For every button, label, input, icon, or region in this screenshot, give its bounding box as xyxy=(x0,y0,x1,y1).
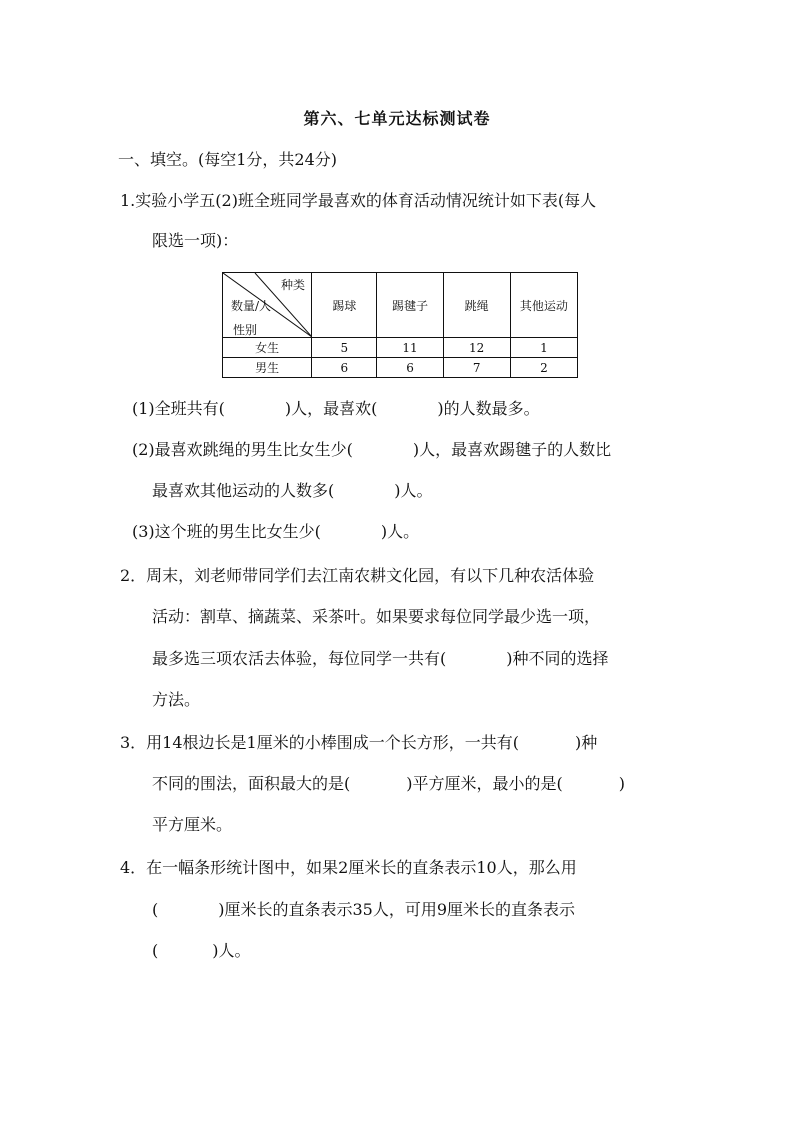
row-label: 男生 xyxy=(223,358,312,378)
table-cell: 11 xyxy=(377,338,443,358)
q4-line2-text-a: ( xyxy=(152,900,159,919)
q1-part2-cont-text-b: )人。 xyxy=(394,481,433,500)
q3-line3: 平方厘米。 xyxy=(152,815,233,834)
q1-part3-text-b: )人。 xyxy=(380,522,420,541)
table-row xyxy=(223,358,578,378)
table-cell: 2 xyxy=(510,358,577,378)
q2-line3 xyxy=(152,649,609,669)
q3-line2 xyxy=(152,774,625,794)
diagonal-header-cell xyxy=(223,273,312,338)
table-row xyxy=(223,338,578,358)
q1-part1 xyxy=(132,399,540,419)
corner-label-quantity: 数量/人 xyxy=(231,299,272,313)
q2-line1: 2．周末，刘老师带同学们去江南农耕文化园，有以下几种农活体验 xyxy=(120,566,595,585)
q1-part2-cont xyxy=(152,481,433,501)
q4-line2 xyxy=(152,900,575,920)
q2-line3-text-b: )种不同的选择 xyxy=(506,649,609,668)
q1-part2 xyxy=(132,440,611,460)
q2-line4: 方法。 xyxy=(152,690,201,709)
q1-part1-text-a: (1)全班共有( xyxy=(132,399,225,418)
section-heading: 一、填空。(每空1分，共24分) xyxy=(118,150,338,169)
q1-part2-cont-text-a: 最喜欢其他运动的人数多( xyxy=(152,481,335,500)
table-cell: 1 xyxy=(510,338,577,358)
q3-line1-text-b: )种 xyxy=(574,733,598,752)
q1-line2: 限选一项)： xyxy=(152,231,239,250)
q4-line3-text-a: ( xyxy=(152,941,159,960)
q4-line2-text-b: )厘米长的直条表示35人，可用9厘米长的直条表示 xyxy=(218,900,576,919)
table-cell: 12 xyxy=(443,338,510,358)
q4-line3-text-b: )人。 xyxy=(212,941,251,960)
q4-line3 xyxy=(152,941,251,961)
page-title: 第六、七单元达标测试卷 xyxy=(303,109,491,128)
q3-line2-text-a: 不同的围法，面积最大的是( xyxy=(152,774,351,793)
row-label: 女生 xyxy=(223,338,312,358)
q1-part1-text-c: )的人数最多。 xyxy=(437,399,540,418)
header-cell: 跳绳 xyxy=(443,273,510,338)
table-cell: 6 xyxy=(377,358,443,378)
table-header-row xyxy=(223,273,578,338)
q2-line3-text-a: 最多选三项农活去体验，每位同学一共有( xyxy=(152,649,447,668)
q4-line1: 4．在一幅条形统计图中，如果2厘米长的直条表示10人，那么用 xyxy=(120,858,577,877)
q2-line2: 活动：割草、摘蔬菜、采茶叶。如果要求每位同学最少选一项， xyxy=(152,607,601,626)
table-cell: 7 xyxy=(443,358,510,378)
header-cell: 踢毽子 xyxy=(377,273,443,338)
corner-label-gender: 性别 xyxy=(233,323,258,337)
corner-label-category: 种类 xyxy=(281,278,306,292)
q3-line2-text-b: )平方厘米，最小的是( xyxy=(406,774,563,793)
q1-part2-text-a: (2)最喜欢跳绳的男生比女生少( xyxy=(132,440,353,459)
stats-table xyxy=(222,272,578,378)
table-cell: 5 xyxy=(312,338,377,358)
table-cell: 6 xyxy=(312,358,377,378)
q3-line1 xyxy=(120,733,597,753)
q1-part1-text-b: )人，最喜欢( xyxy=(284,399,378,418)
header-cell: 踢球 xyxy=(312,273,377,338)
q1-part3-text-a: (3)这个班的男生比女生少( xyxy=(132,522,321,541)
q1-line1: 1.实验小学五(2)班全班同学最喜欢的体育活动情况统计如下表(每人 xyxy=(120,191,597,210)
q1-part2-text-b: )人，最喜欢踢毽子的人数比 xyxy=(412,440,612,459)
header-cell: 其他运动 xyxy=(510,273,577,338)
q3-line2-text-c: ) xyxy=(618,774,625,793)
q1-part3 xyxy=(132,522,419,542)
q3-line1-text-a: 3．用14根边长是1厘米的小棒围成一个长方形，一共有( xyxy=(120,733,519,752)
